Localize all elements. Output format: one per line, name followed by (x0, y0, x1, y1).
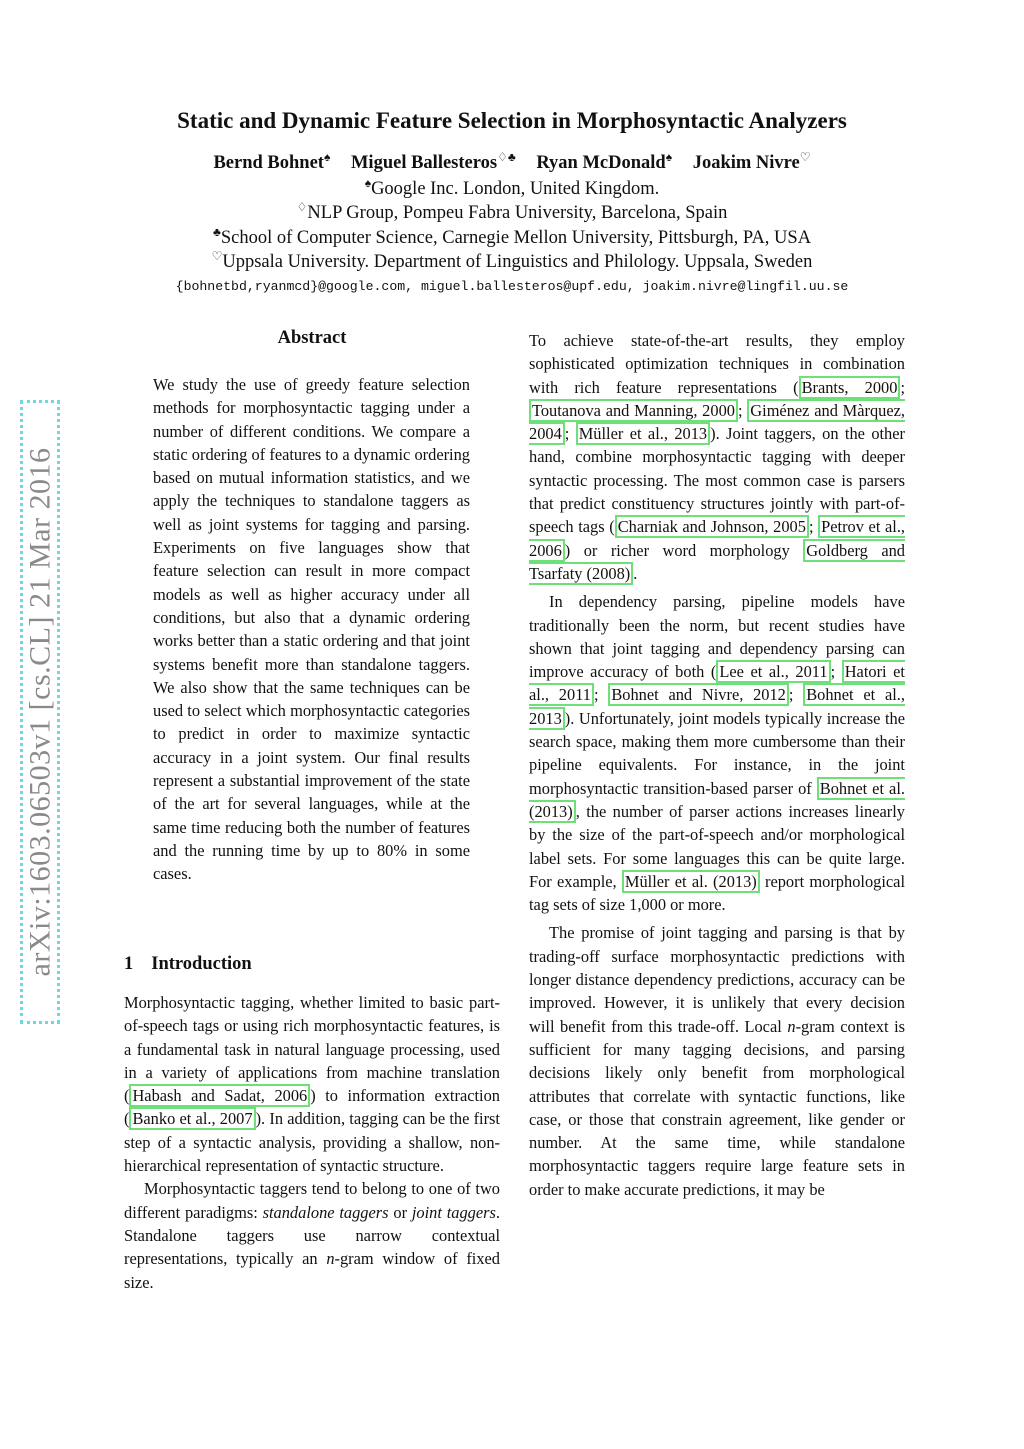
paragraph: Morphosyntactic taggers tend to belong to one of two different paradigms: standalone taggers or joint taggers. Standalone taggers use narrow contextual representations, typically an n-gram window of fixed size. (124, 1179, 500, 1292)
left-column (124, 991, 500, 1294)
citation-link[interactable]: Lee et al., 2011 (716, 660, 830, 683)
affiliation: ♡Uppsala University. Department of Linguistics and Philology. Uppsala, Sweden (211, 249, 813, 273)
citation-link[interactable]: Charniak and Johnson, 2005 (615, 515, 809, 538)
paragraph: To achieve state-of-the-art results, they employ sophisticated optimization techniques in combination with rich feature representations ( Brants, 2000 ; Toutanova and Manning, 2000 ; Giménez and Màrquez, 2004 ; Müller et al., 2013 ). Joint taggers, on the other hand, combine morphosyntactic tagging with deeper syntactic processing. The most common case is parsers that predict constituency structures jointly with part-of-speech tags ( Charniak and Johnson, 2005 ; Petrov et al., 2006 ) or richer word morphology Goldberg and Tsarfaty (2008) . (529, 331, 906, 583)
citation-link[interactable]: Bohnet and Nivre, 2012 (608, 683, 789, 706)
section-heading (124, 954, 252, 975)
citation-link[interactable]: Bohnet et al. (2013) (529, 778, 905, 821)
affiliation: ♠Google Inc. London, United Kingdom. (364, 176, 660, 200)
author: Ryan McDonald♠ (536, 150, 673, 174)
author: Bernd Bohnet♠ (213, 150, 331, 174)
citation-link[interactable]: Bohnet et al., 2013 (529, 685, 905, 728)
right-column (529, 329, 905, 1201)
affiliation: ♣School of Computer Science, Carnegie Mellon University, Pittsburgh, PA, USA (212, 225, 812, 249)
citation-link[interactable]: Goldberg and Tsarfaty (2008) (529, 540, 905, 583)
arxiv-stamp (20, 400, 60, 1024)
citation-link[interactable]: Brants, 2000 (799, 376, 901, 399)
abstract-heading: Abstract (277, 328, 347, 348)
citation-link[interactable]: Müller et al. (2013) (622, 870, 760, 893)
citation-link[interactable]: Müller et al., 2013 (576, 422, 710, 445)
citation-link[interactable]: Banko et al., 2007 (129, 1107, 255, 1130)
citation-link[interactable]: Habash and Sadat, 2006 (129, 1084, 310, 1107)
paper-title: Static and Dynamic Feature Selection in Morphosyntactic Analyzers (177, 108, 847, 133)
paragraph: Morphosyntactic tagging, whether limited to basic part-of-speech tags or using rich morphosyntactic features, is a fundamental task in natural language processing, used in a variety of applications from machine translation ( Habash and Sadat, 2006 ) to information extraction ( Banko et al., 2007 ). In addition, tagging can be the first step of a syntactic analysis, providing a shallow, non-hierarchical representation of syntactic structure. (124, 993, 500, 1176)
citation-link[interactable]: Hatori et al., 2011 (529, 662, 905, 705)
citation-link[interactable]: Petrov et al., 2006 (529, 517, 906, 560)
author-list (0, 150, 1024, 174)
abstract-text: We study the use of greedy feature selection methods for morphosyntactic tagging under a number of different conditions. We compare a static ordering of features to a dynamic ordering based on mutual information statistics, and we apply the techniques to standalone taggers as well as joint systems for tagging and parsing. Experiments on five languages show that feature selection can result in more compact models as well as higher accuracy under all conditions, but also that a dynamic ordering works better than a static ordering and that joint systems benefit more than standalone taggers. We also show that the same techniques can be used to select which morphosyntactic categories to predict in order to maximize syntactic accuracy in a joint system. Our final results represent a substantial improvement of the state of the art for several languages, while at the same time reducing both the number of features and the running time by up to 80% in some cases. (153, 375, 470, 884)
abstract-body (153, 373, 470, 886)
author: Miguel Ballesteros♢♣ (350, 150, 516, 174)
author-emails: {bohnetbd,ryanmcd}@google.com, miguel.ballesteros@upf.edu, joakim.nivre@lingfil.uu.se (175, 279, 849, 294)
paragraph: In dependency parsing, pipeline models have traditionally been the norm, but recent studies have shown that joint tagging and dependency parsing can improve accuracy of both ( Lee et al., 2011 ; Hatori et al., 2011 ; Bohnet and Nivre, 2012 ; Bohnet et al., 2013 ). Unfortunately, joint models typically increase the search space, making them more cumbersome than their pipeline equivalents. For instance, in the joint morphosyntactic transition-based parser of Bohnet et al. (2013) , the number of parser actions increases linearly by the size of the part-of-speech and/or morphological label sets. For some languages this can be quite large. For example, Müller et al. (2013) report morphological tag sets of size 1,000 or more. (529, 592, 905, 915)
author: Joakim Nivre♡ (692, 150, 811, 174)
arxiv-identifier: arXiv:1603.06503v1 [cs.CL] 21 Mar 2016 (23, 447, 56, 977)
citation-link[interactable]: Toutanova and Manning, 2000 (529, 399, 738, 422)
section-title: Introduction (151, 954, 252, 974)
section-number: 1 (124, 954, 134, 974)
citation-link[interactable]: Giménez and Màrquez, 2004 (529, 400, 905, 444)
paragraph: The promise of joint tagging and parsing is that by trading-off surface morphosyntactic predictions with longer distance dependency predictions, accuracy can be improved. However, it is unlikely that every decision will benefit from this trade-off. Local n-gram context is sufficient for many tagging decisions, and parsing decisions likely only benefit from morphological attributes that correlate with syntactic functions, like case, or those that constrain agreement, like gender or number. At the same time, while standalone morphosyntactic taggers require large feature sets in order to make accurate predictions, it may be (529, 923, 905, 1199)
affiliation: ♢NLP Group, Pompeu Fabra University, Barcelona, Spain (296, 200, 728, 224)
